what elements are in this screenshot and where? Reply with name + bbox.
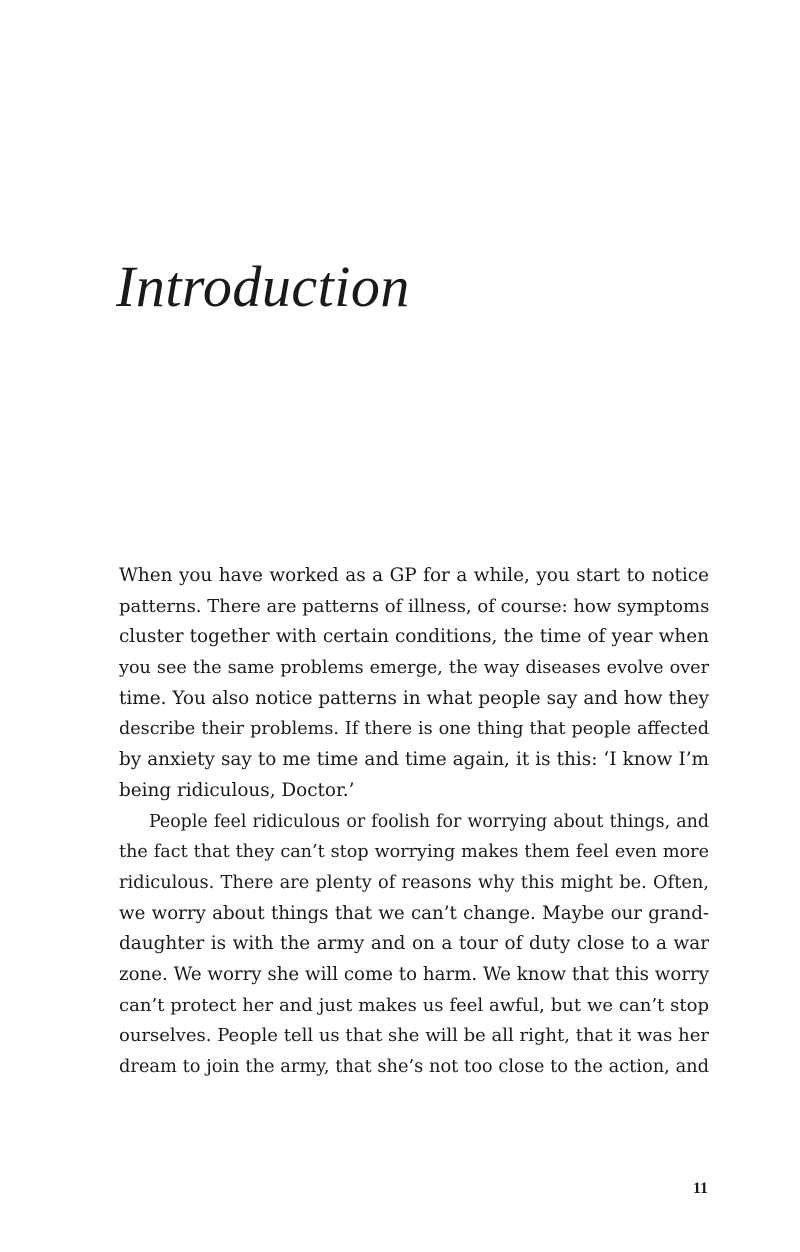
chapter-title: Introduction xyxy=(116,254,410,319)
text-line: being ridiculous, Doctor.’ xyxy=(119,779,355,801)
page-number: 11 xyxy=(692,1180,708,1197)
text-line: ourselves. People tell us that she will be all right, that it was her xyxy=(119,1025,709,1047)
text-line: ridiculous. There are plenty of reasons why this might be. Often, xyxy=(119,871,709,893)
text-line: time. You also notice patterns in what people say and how they xyxy=(119,687,709,709)
text-line: you see the same problems emerge, the way diseases evolve over xyxy=(119,658,709,679)
text-line: zone. We worry she will come to harm. We know that this worry xyxy=(119,963,709,985)
text-line: patterns. There are patterns of illness, of course: how symptoms xyxy=(119,595,710,617)
text-line: cluster together with certain conditions, the time of year when xyxy=(119,626,709,648)
text-line: describe their problems. If there is one thing that people affected xyxy=(119,719,709,740)
text-line: People feel ridiculous or foolish for worrying about things, and xyxy=(149,811,709,832)
text-line: daughter is with the army and on a tour of duty close to a war xyxy=(119,933,709,955)
text-line: we worry about things that we can’t change. Maybe our grand- xyxy=(119,902,709,924)
text-line: When you have worked as a GP for a while, you start to notice xyxy=(119,565,709,586)
body-text xyxy=(119,561,709,1083)
text-line: by anxiety say to me time and time again, it is this: ‘I know I’m xyxy=(119,749,709,771)
text-line: can’t protect her and just makes us feel awful, but we can’t stop xyxy=(119,994,709,1016)
paragraph-2 xyxy=(119,807,709,1083)
text-line: the fact that they can’t stop worrying makes them feel even more xyxy=(119,842,709,863)
paragraph-1 xyxy=(119,561,709,807)
text-line: dream to join the army, that she’s not too close to the action, and xyxy=(119,1056,709,1077)
